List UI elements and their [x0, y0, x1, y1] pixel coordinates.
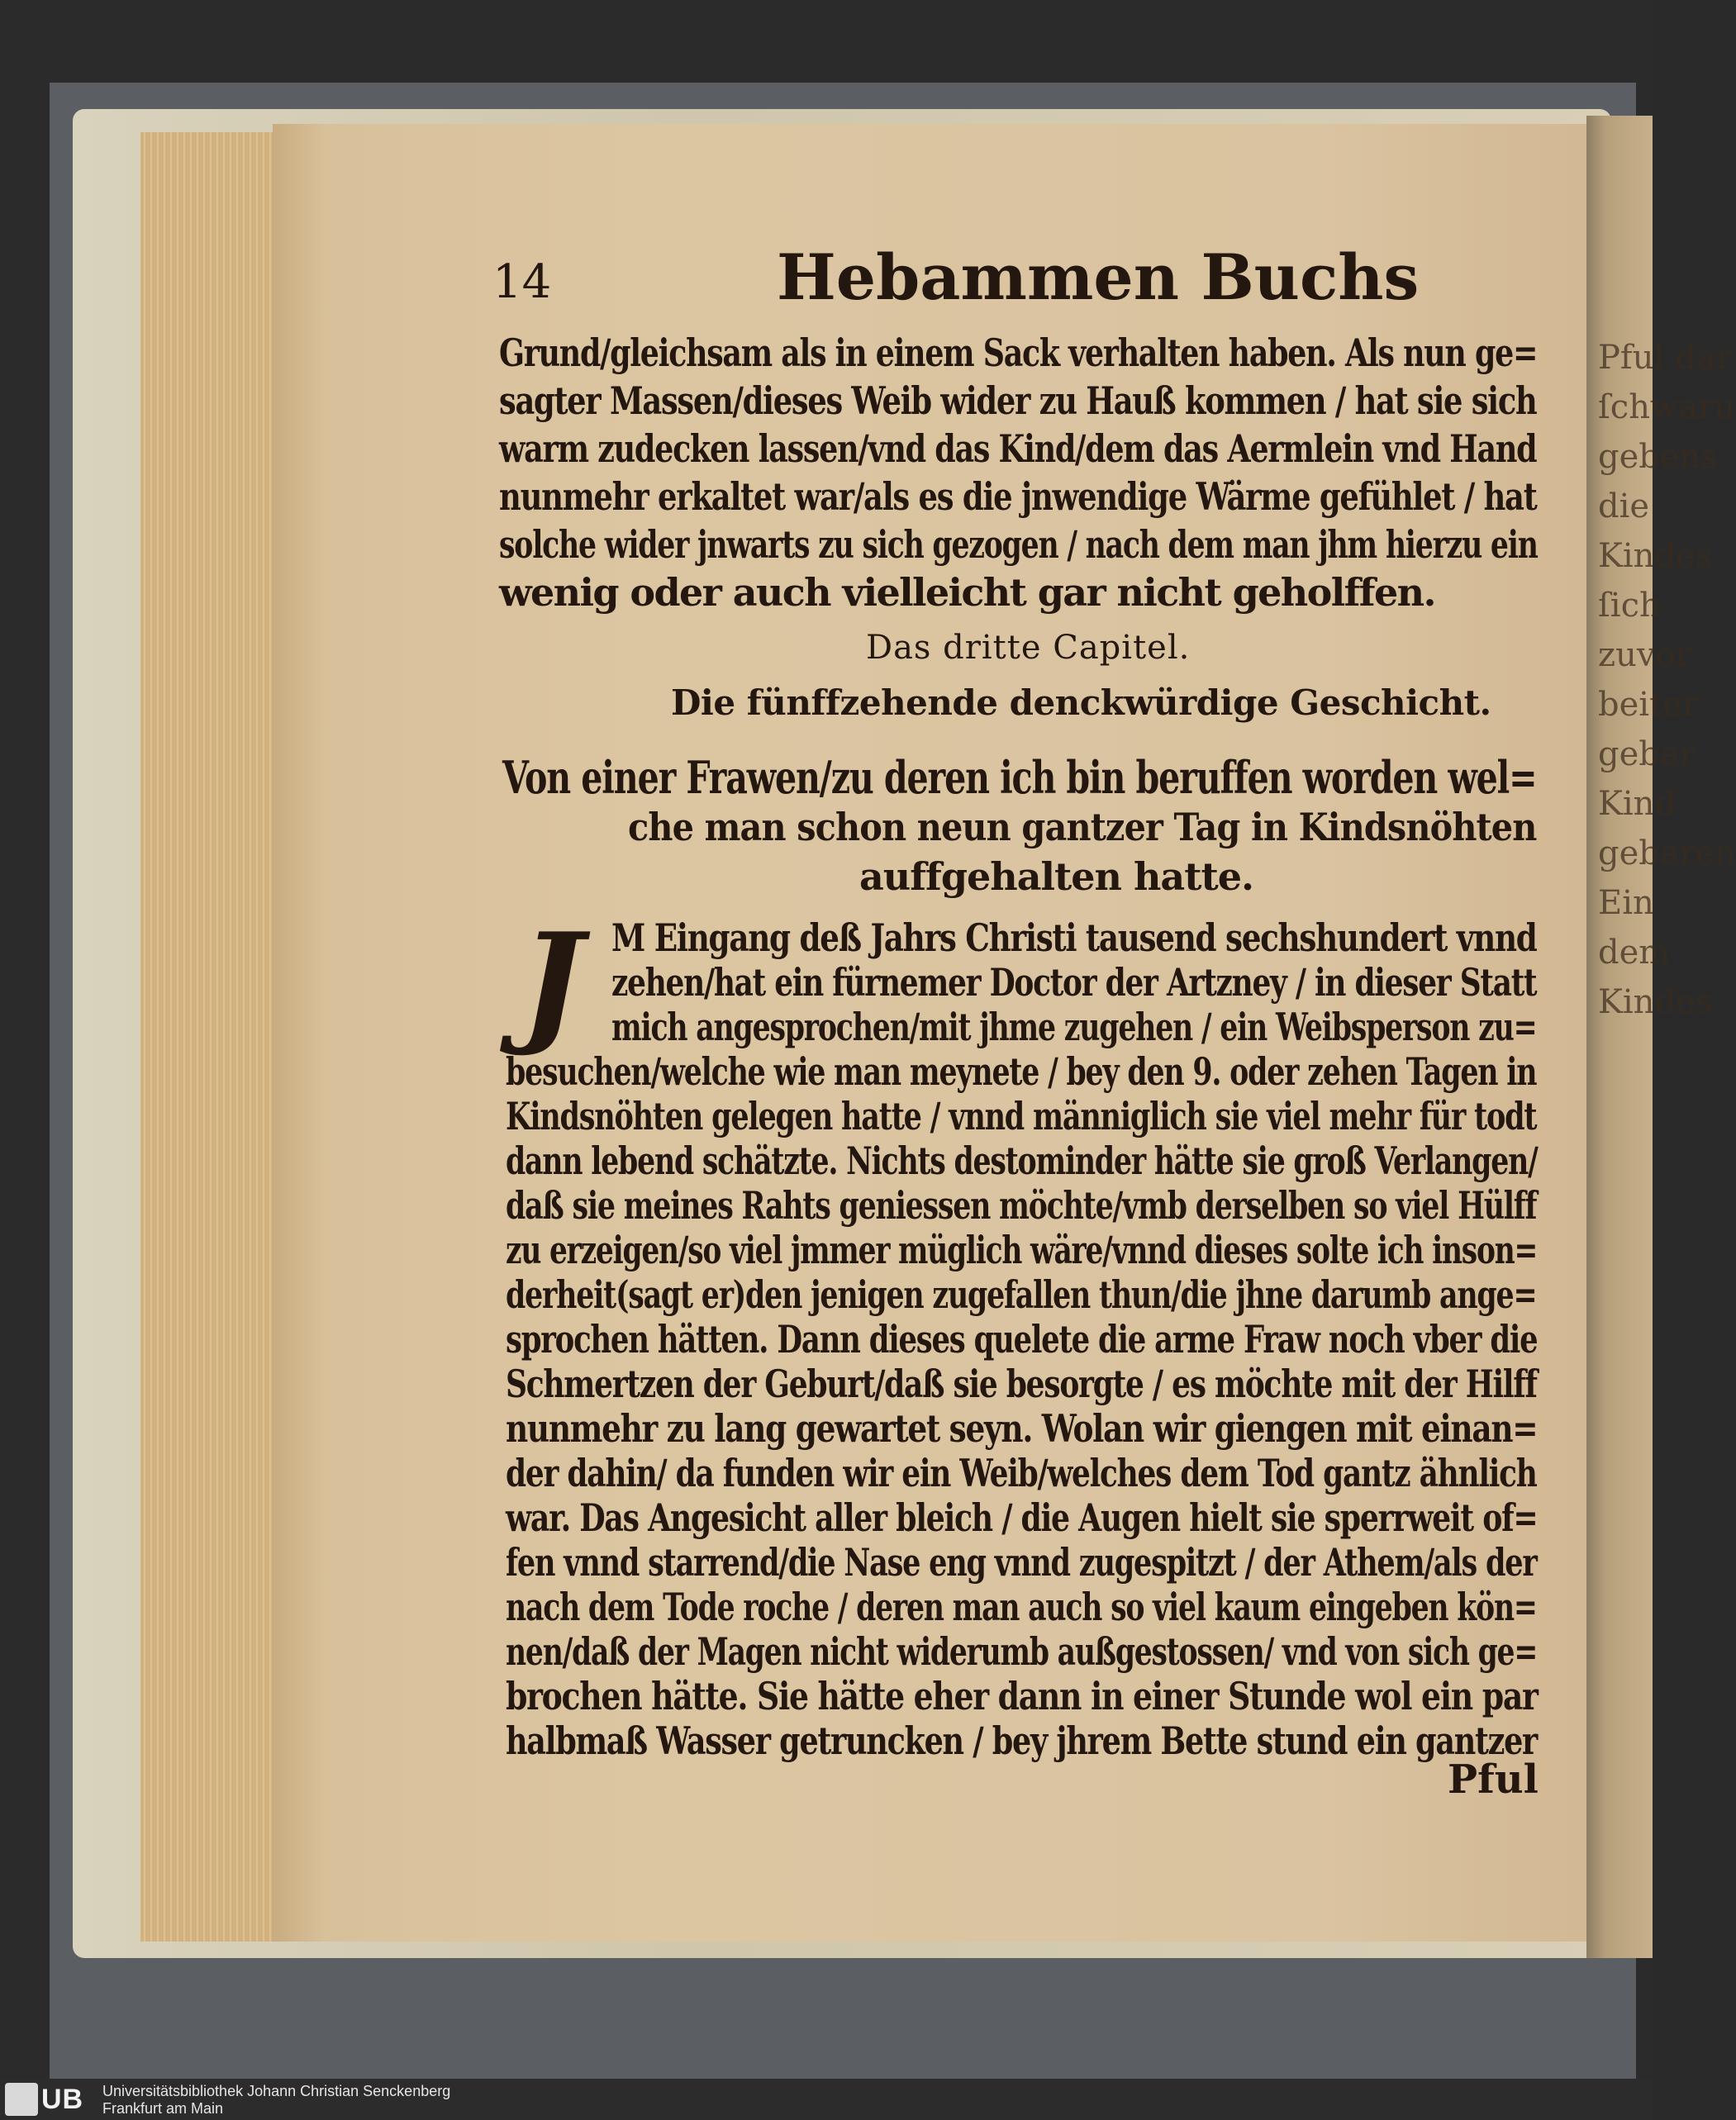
body-line: derheit(sagt er)den jenigen zugefallen thun/die jhne darumb ange=: [506, 1272, 1537, 1317]
page-edges: [140, 132, 273, 1942]
institution-city: Frankfurt am Main: [102, 2100, 224, 2117]
body-line: brochen hätte. Sie hätte eher dann in einer Stunde wol ein par: [506, 1674, 1538, 1718]
facing-page-fragment: gebaren: [1598, 834, 1736, 872]
facing-page-fragment: Ein: [1598, 884, 1654, 922]
top-paragraph-line: solche wider jnwarts zu sich gezogen / nach dem man jhm hierzu ein: [499, 522, 1538, 567]
page-number: 14: [492, 255, 552, 309]
top-paragraph-line: warm zudecken lassen/vnd das Kind/dem das Aermlein vnd Hand: [499, 426, 1537, 471]
facing-page-fragment: Pful dar: [1598, 339, 1732, 377]
top-paragraph-line: Grund/gleichsam als in einem Sack verhalten haben. Als nun ge=: [499, 330, 1538, 375]
decorated-initial: J: [521, 904, 583, 1059]
body-line: der dahin/ da funden wir ein Weib/welches dem Tod gantz ähnlich: [506, 1451, 1537, 1495]
body-line: nunmehr zu lang gewartet seyn. Wolan wir giengen mit einan=: [506, 1406, 1538, 1451]
summary-line-1: Von einer Frawen/zu deren ich bin beruffen worden wel=: [502, 751, 1537, 804]
summary-line-2: che man schon neun gantzer Tag in Kindsnöhten: [628, 805, 1537, 849]
body-line: dann lebend schätzte. Nichts destominder hätte sie groß Verlangen/: [506, 1138, 1538, 1183]
body-line: war. Das Angesicht aller bleich / die Augen hielt sie sperrweit of=: [506, 1495, 1538, 1540]
ub-logo[interactable]: [5, 2083, 91, 2116]
facing-page-fragment: Kind: [1598, 785, 1677, 823]
body-line: Schmertzen der Geburt/daß sie besorgte / es möchte mit der Hilff: [506, 1362, 1537, 1406]
facing-page-fragment: Kindes: [1598, 983, 1713, 1021]
story-heading: Die fünffzehende denckwürdige Geschicht.: [671, 682, 1491, 723]
body-line: mich angesprochen/mit jhme zugehen / ein Weibsperson zu=: [611, 1005, 1537, 1049]
chapter-heading: Das dritte Capitel.: [866, 629, 1191, 667]
top-paragraph-line: wenig oder auch vielleicht gar nicht geholffen.: [499, 570, 1435, 615]
facing-page-fragment: ſchwaru: [1598, 388, 1735, 426]
facing-page-fragment: gebar: [1598, 735, 1696, 773]
body-line: zu erzeigen/so viel jmmer müglich wäre/vnnd dieses solte ich inson=: [506, 1228, 1538, 1272]
body-line: besuchen/welche wie man meynete / bey den 9. oder zehen Tagen in: [506, 1049, 1537, 1094]
facing-page-fragment: Kindes: [1598, 537, 1713, 575]
body-line: zehen/hat ein fürnemer Doctor der Artzney / in dieser Statt: [611, 960, 1537, 1005]
body-line: fen vnnd starrend/die Nase eng vnnd zugespitzt / der Athem/als der: [506, 1540, 1537, 1585]
institution-name: Universitätsbibliothek Johann Christian Senckenberg: [102, 2083, 451, 2099]
facing-page-fragment: dem: [1598, 934, 1671, 972]
body-line: halbmaß Wasser getruncken / bey jhrem Bette stund ein gantzer: [506, 1718, 1538, 1763]
summary-line-3: auffgehalten hatte.: [859, 854, 1253, 899]
catchword: Pful: [1448, 1756, 1539, 1803]
running-head: Hebammen Buchs: [777, 240, 1420, 314]
facing-page-fragment: beiter: [1598, 686, 1698, 724]
facing-page-fragment: zuvor: [1598, 636, 1691, 674]
body-line: nach dem Tode roche / deren man auch so viel kaum eingeben kön=: [506, 1585, 1537, 1629]
ub-logo-text: UB: [41, 2084, 84, 2115]
ub-logo-mark-icon: [5, 2083, 38, 2116]
body-line: nen/daß der Magen nicht widerumb außgestossen/ vnd von sich ge=: [506, 1629, 1538, 1674]
body-line: M Eingang deß Jahrs Christi tausend sechshundert vnnd: [611, 915, 1537, 960]
facing-page-fragment: die: [1598, 487, 1650, 525]
facing-page-fragment: gebens: [1598, 438, 1718, 476]
facing-page-fragment: ſich: [1598, 587, 1661, 625]
top-paragraph-line: sagter Massen/dieses Weib wider zu Hauß kommen / hat sie sich: [499, 378, 1537, 423]
body-line: sprochen hätten. Dann dieses quelete die arme Fraw noch vber die: [506, 1317, 1538, 1362]
body-line: daß sie meines Rahts geniessen möchte/vmb derselben so viel Hülff: [506, 1183, 1537, 1228]
top-paragraph-line: nunmehr erkaltet war/als es die jnwendige Wärme gefühlet / hat: [499, 474, 1537, 519]
body-line: Kindsnöhten gelegen hatte / vnnd männiglich sie viel mehr für todt: [506, 1094, 1537, 1138]
